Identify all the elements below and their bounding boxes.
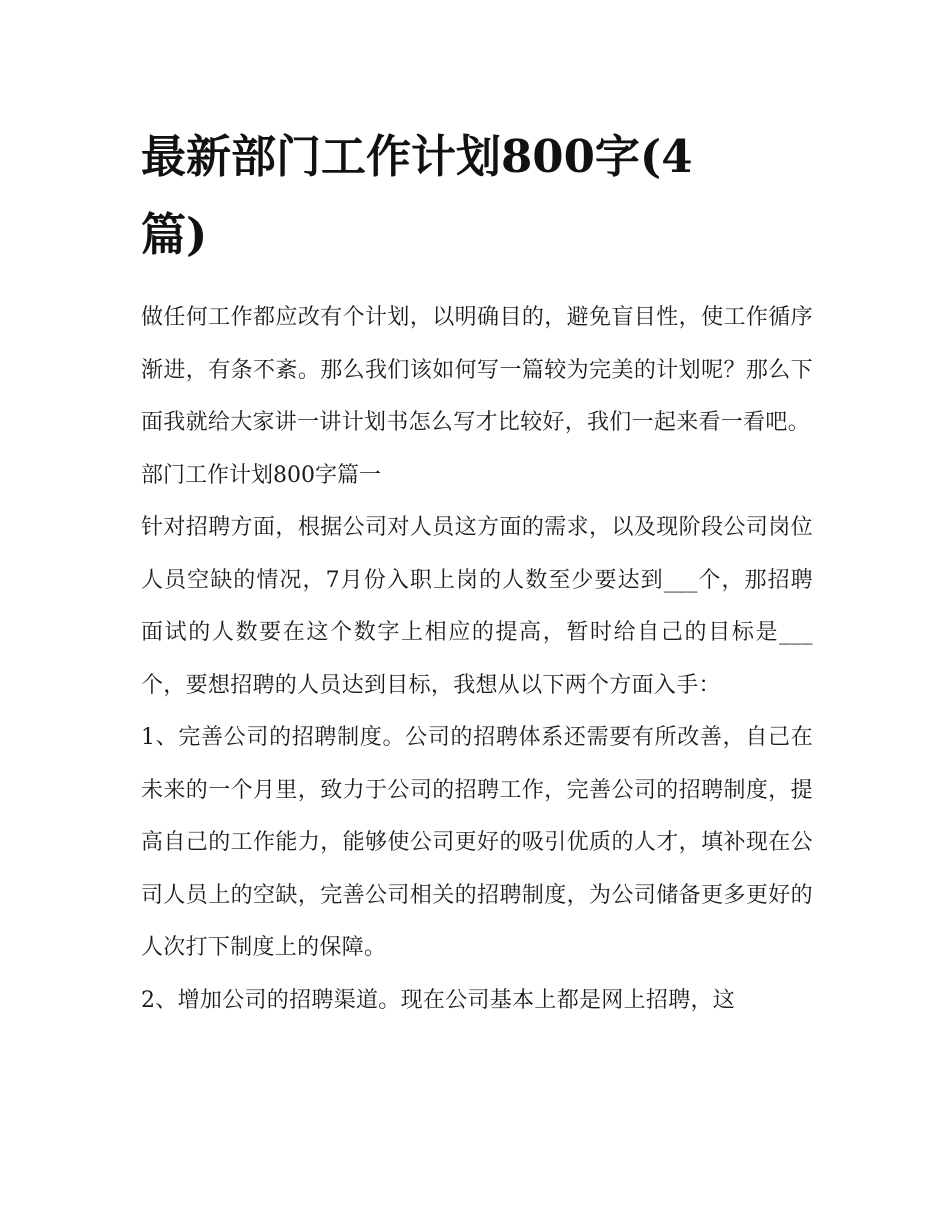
document-page [141,118,813,1027]
intro-paragraph: 做任何工作都应改有个计划，以明确目的，避免盲目性，使工作循序渐进，有条不紊。那么我们该如何写一篇较为完美的计划呢？那么下面我就给大家讲一讲计划书怎么写才比较好，我们一起来看一看吧。 [141,305,813,435]
section-heading: 部门工作计划800字篇一 [141,462,381,488]
document-title: 最新部门工作计划800字(4篇) [141,130,693,261]
body-paragraph: 针对招聘方面，根据公司对人员这方面的需求，以及现阶段公司岗位人员空缺的情况，7月份入职上岗的人数至少要达到___个，那招聘面试的人数要在这个数字上相应的提高，暂时给自己的目标是___个，要想招聘的人员达到目标，我想从以下两个方面入手： [141,515,813,698]
list-item-paragraph: 2、增加公司的招聘渠道。现在公司基本上都是网上招聘，这 [141,987,736,1013]
list-item-paragraph: 1、完善公司的招聘制度。公司的招聘体系还需要有所改善，自己在未来的一个月里，致力于公司的招聘工作，完善公司的招聘制度，提高自己的工作能力，能够使公司更好的吸引优质的人才，填补现在公司人员上的空缺，完善公司相关的招聘制度，为公司储备更多更好的人次打下制度上的保障。 [141,725,813,960]
